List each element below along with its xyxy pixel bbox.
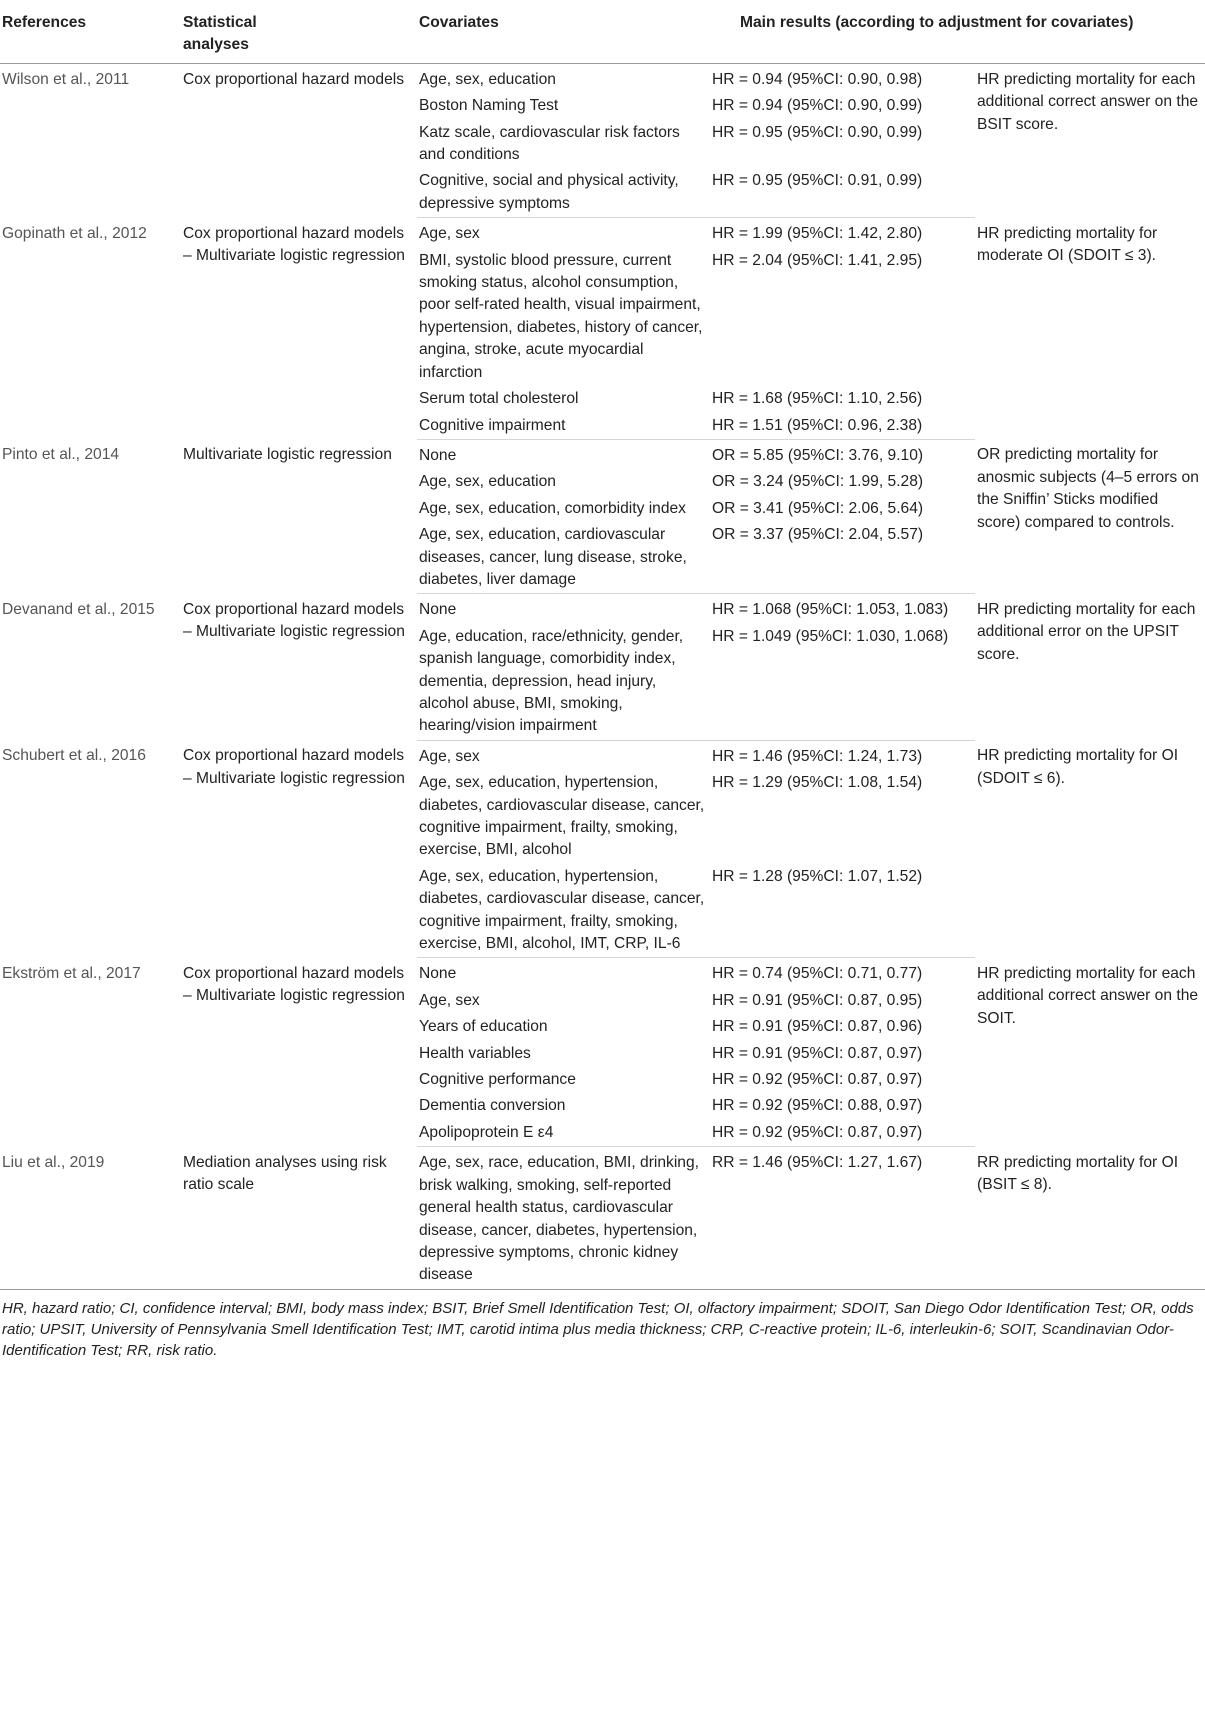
- result-cell: OR = 3.24 (95%CI: 1.99, 5.28): [712, 473, 924, 491]
- study-analysis: Cox proportional hazard models: [183, 70, 405, 88]
- result-interpretation: HR predicting mortality for each additional correct answer on the SOIT.: [977, 964, 1199, 1027]
- study-analysis: Cox proportional hazard models – Multivariate logistic regression: [183, 224, 405, 265]
- header-statistical-analyses: [181, 0, 417, 63]
- covariates-cell: Cognitive, social and physical activity, depressive symptoms: [417, 168, 710, 217]
- result-cell: HR = 0.94 (95%CI: 0.90, 0.99): [712, 97, 923, 115]
- covariates-cell: Years of education: [419, 1018, 548, 1036]
- study-reference: Pinto et al., 2014: [2, 446, 120, 464]
- covariates-cell: Age, sex, education, hypertension, diabetes, cardiovascular disease, cancer, cognitive impairment, frailty, smoking, exercise, BMI, alcohol: [419, 774, 705, 859]
- covariates-cell: Boston Naming Test: [419, 97, 559, 115]
- study-analysis: Multivariate logistic regression: [183, 446, 392, 464]
- result-cell: HR = 0.91 (95%CI: 0.87, 0.95): [712, 991, 923, 1009]
- study-reference: Ekström et al., 2017: [2, 964, 141, 982]
- table-row: [0, 63, 1205, 93]
- result-cell: HR = 1.29 (95%CI: 1.08, 1.54): [712, 774, 923, 792]
- table-row: [0, 958, 1205, 988]
- result-interpretation: RR predicting mortality for OI (BSIT ≤ 8).: [975, 1147, 1205, 1289]
- result-interpretation: HR predicting mortality for OI (SDOIT ≤ 6).: [977, 747, 1179, 787]
- result-cell: HR = 0.92 (95%CI: 0.87, 0.97): [712, 1071, 923, 1089]
- table-row: [0, 218, 1205, 248]
- covariates-cell: Apolipoprotein E ε4: [417, 1120, 710, 1147]
- table-row: [0, 740, 1205, 770]
- result-cell: HR = 0.74 (95%CI: 0.71, 0.77): [712, 965, 923, 983]
- result-interpretation: OR predicting mortality for anosmic subjects (4–5 errors on the Sniffin’ Sticks modified score) compared to controls.: [977, 446, 1199, 531]
- result-cell: HR = 0.92 (95%CI: 0.88, 0.97): [712, 1097, 923, 1115]
- covariates-cell: None: [419, 446, 457, 464]
- study-reference: Liu et al., 2019: [0, 1147, 181, 1289]
- table-row: [0, 1147, 1205, 1289]
- covariates-cell: BMI, systolic blood pressure, current smoking status, alcohol consumption, poor self-rated health, visual impairment, hypertension, diabetes, history of cancer, angina, stroke, acute myocardial infarction: [419, 251, 703, 381]
- result-cell: HR = 0.91 (95%CI: 0.87, 0.96): [712, 1018, 923, 1036]
- result-cell: HR = 1.51 (95%CI: 0.96, 2.38): [710, 413, 975, 440]
- study-reference: Schubert et al., 2016: [2, 747, 146, 765]
- covariates-cell: Age, sex, education: [419, 473, 556, 491]
- result-interpretation: HR predicting mortality for moderate OI (SDOIT ≤ 3).: [977, 224, 1158, 265]
- result-cell: RR = 1.46 (95%CI: 1.27, 1.67): [710, 1147, 975, 1289]
- table-row: [0, 594, 1205, 624]
- result-cell: HR = 1.68 (95%CI: 1.10, 2.56): [712, 390, 923, 408]
- result-cell: HR = 0.95 (95%CI: 0.91, 0.99): [710, 168, 975, 217]
- study-reference: Gopinath et al., 2012: [2, 224, 147, 242]
- covariates-cell: Age, sex: [419, 747, 480, 765]
- covariates-cell: Age, sex, education: [419, 70, 556, 88]
- header-references: References: [0, 0, 181, 63]
- study-analysis: Cox proportional hazard models – Multivariate logistic regression: [183, 600, 405, 641]
- covariates-cell: Health variables: [419, 1044, 531, 1062]
- result-cell: HR = 1.28 (95%CI: 1.07, 1.52): [710, 864, 975, 958]
- covariates-cell: Age, sex, education, cardiovascular diseases, cancer, lung disease, stroke, diabetes, liver damage: [417, 522, 710, 594]
- result-cell: HR = 0.95 (95%CI: 0.90, 0.99): [712, 123, 923, 141]
- result-cell: HR = 0.91 (95%CI: 0.87, 0.97): [712, 1044, 923, 1062]
- covariates-cell: None: [419, 965, 457, 983]
- header-row: [0, 0, 1205, 63]
- covariates-cell: Cognitive performance: [419, 1071, 576, 1089]
- result-cell: HR = 1.99 (95%CI: 1.42, 2.80): [712, 225, 923, 243]
- covariates-cell: Serum total cholesterol: [419, 390, 579, 408]
- study-reference: Wilson et al., 2011: [2, 70, 130, 88]
- result-cell: HR = 1.46 (95%CI: 1.24, 1.73): [712, 747, 923, 765]
- result-cell: OR = 5.85 (95%CI: 3.76, 9.10): [712, 446, 924, 464]
- covariates-cell: Dementia conversion: [419, 1097, 566, 1115]
- covariates-cell: Age, sex, education, comorbidity index: [419, 499, 686, 517]
- table-row: [0, 439, 1205, 469]
- result-interpretation: HR predicting mortality for each additional error on the UPSIT score.: [977, 600, 1196, 663]
- result-cell: OR = 3.37 (95%CI: 2.04, 5.57): [710, 522, 975, 594]
- covariates-cell: Age, sex, education, hypertension, diabetes, cardiovascular disease, cancer, cognitive impairment, frailty, smoking, exercise, BMI, alcohol, IMT, CRP, IL-6: [417, 864, 710, 958]
- covariates-cell: Age, education, race/ethnicity, gender, spanish language, comorbidity index, dementia, depression, head injury, alcohol abuse, BMI, smoking, hearing/vision impairment: [417, 624, 710, 741]
- header-main-results: Main results (according to adjustment for covariates): [710, 0, 1205, 63]
- result-cell: HR = 1.068 (95%CI: 1.053, 1.083): [712, 601, 949, 619]
- result-cell: HR = 0.92 (95%CI: 0.87, 0.97): [710, 1120, 975, 1147]
- result-cell: HR = 2.04 (95%CI: 1.41, 2.95): [712, 251, 923, 269]
- result-cell: HR = 0.94 (95%CI: 0.90, 0.98): [712, 70, 923, 88]
- header-statistical-analyses-text: Statistical analyses: [183, 14, 257, 54]
- study-analysis: Mediation analyses using risk ratio scale: [181, 1147, 417, 1289]
- table-body: [0, 63, 1205, 1289]
- result-cell: HR = 1.049 (95%CI: 1.030, 1.068): [710, 624, 975, 741]
- covariates-cell: Age, sex: [419, 991, 480, 1009]
- covariates-cell: Katz scale, cardiovascular risk factors and conditions: [419, 123, 680, 164]
- table-footnote: HR, hazard ratio; CI, confidence interval; BMI, body mass index; BSIT, Brief Smell Identification Test; OI, olfactory impairment; SDOIT, San Diego Odor Identification Test; OR, odds ratio; UPSIT, University of Pennsylvania Smell Identification Test; IMT, carotid intima plus media thickness; CRP, C-reactive protein; IL-6, interleukin-6; SOIT, Scandinavian Odor-Identification Test; RR, risk ratio.: [2, 1299, 1194, 1359]
- covariates-cell: None: [419, 601, 457, 619]
- result-interpretation: HR predicting mortality for each additional correct answer on the BSIT score.: [977, 70, 1199, 133]
- result-cell: OR = 3.41 (95%CI: 2.06, 5.64): [712, 499, 924, 517]
- study-reference: Devanand et al., 2015: [2, 600, 155, 618]
- study-analysis: Cox proportional hazard models – Multivariate logistic regression: [183, 747, 405, 787]
- covariates-cell: Cognitive impairment: [417, 413, 710, 440]
- header-covariates: Covariates: [417, 0, 710, 63]
- covariates-cell: Age, sex: [419, 225, 480, 243]
- study-analysis: Cox proportional hazard models – Multivariate logistic regression: [183, 964, 405, 1005]
- covariates-cell: Age, sex, race, education, BMI, drinking, brisk walking, smoking, self-reported general health status, cardiovascular disease, cancer, diabetes, hypertension, depressive symptoms, chronic kidney disease: [417, 1147, 710, 1289]
